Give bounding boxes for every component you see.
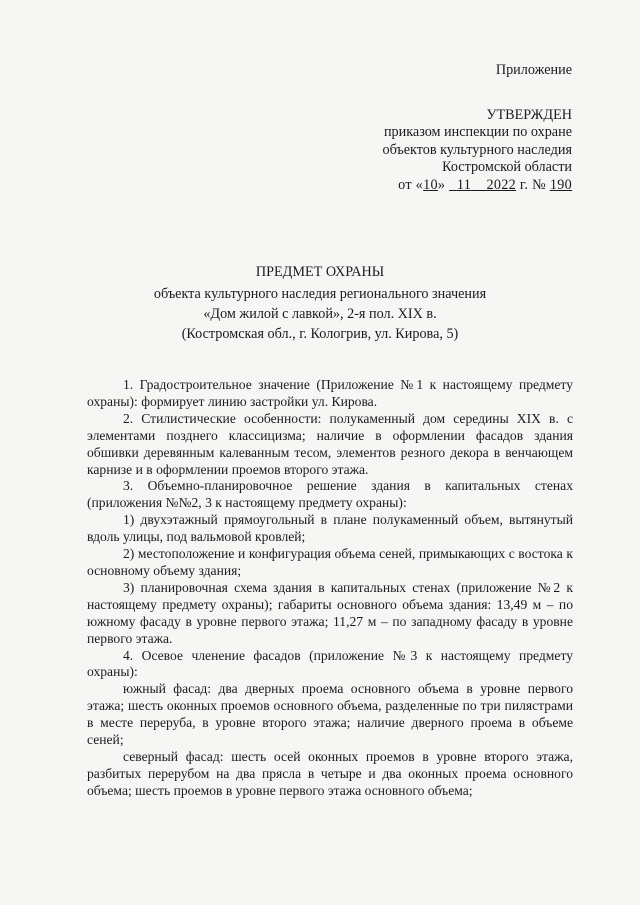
date-day: 10 — [423, 176, 438, 193]
heading-line-3: (Костромская обл., г. Кологрив, ул. Кирова, 5) — [181, 326, 459, 342]
paragraph-4-north: северный фасад: шесть осей оконных проемов в уровне второго этажа, разбитых перерубом на два прясла в четыре и два оконных проема основного объема; шесть проемов в уровне первого этажа основного объема; — [87, 748, 573, 798]
approved-label: УТВЕРЖДЕН — [486, 106, 572, 123]
date-prefix: от « — [398, 176, 424, 193]
date-suffix: г. № — [516, 176, 550, 193]
heading-line-1: объекта культурного наследия регионального значения — [153, 286, 487, 302]
paragraph-3: 3. Объемно-планировочное решение здания в капитальных стенах (приложения №№2, 3 к настоящему предмету охраны): — [87, 478, 573, 511]
paragraph-3-1: 1) двухэтажный прямоугольный в плане полукаменный объем, вытянутый вдоль улицы, под вальмовой кровлей; — [87, 512, 573, 545]
heading-line-2: «Дом жилой с лавкой», 2-я пол. XIX в. — [203, 306, 437, 322]
paragraph-4-south: южный фасад: два дверных проема основного объема в уровне первого этажа; шесть оконных проемов основного объема, разделенные по три пилястрами в месте переруба, в уровне второго этажа; наличие дверного проема в объеме сеней; — [87, 681, 573, 748]
approval-line-1: приказом инспекции по охране — [383, 124, 572, 141]
approval-line-2: объектов культурного наследия — [382, 141, 572, 158]
approval-block — [382, 62, 572, 195]
approval-line-3: Костромской области — [442, 159, 572, 176]
date-sep: » — [437, 176, 450, 193]
paragraph-2: 2. Стилистические особенности: полукаменный дом середины XIX в. с элементами позднего классицизма; наличие в оформлении фасадов здания обшивки деревянным калеванным тесом, элементов резного декора в венчающем карнизе и в оформлении проемов второго этажа. — [87, 410, 573, 477]
paragraph-1: 1. Градостроительное значение (Приложение №1 к настоящему предмету охраны): формирует линию застройки ул. Кирова. — [87, 377, 573, 409]
doc-number: 190 — [549, 176, 572, 193]
paragraph-3-3: 3) планировочная схема здания в капитальных стенах (приложение №2 к настоящему предмету охраны); габариты основного объема здания: 13,49 м – по южному фасаду в уровне первого этажа; 11,27 м – по западному фасаду в уровне первого этажа. — [87, 579, 573, 646]
order-date-line — [382, 177, 572, 195]
paragraph-4: 4. Осевое членение фасадов (приложение №3 к настоящему предмету охраны): — [87, 647, 573, 680]
paragraph-3-2: 2) местоположение и конфигурация объема сеней, примыкающих с востока к основному объему здания; — [87, 546, 573, 578]
document-body — [87, 377, 573, 800]
date-month: 11 2022 — [456, 176, 517, 193]
document-heading — [0, 262, 640, 344]
appendix-label: Приложение — [495, 62, 572, 78]
document-title: ПРЕДМЕТ ОХРАНЫ — [255, 264, 385, 280]
